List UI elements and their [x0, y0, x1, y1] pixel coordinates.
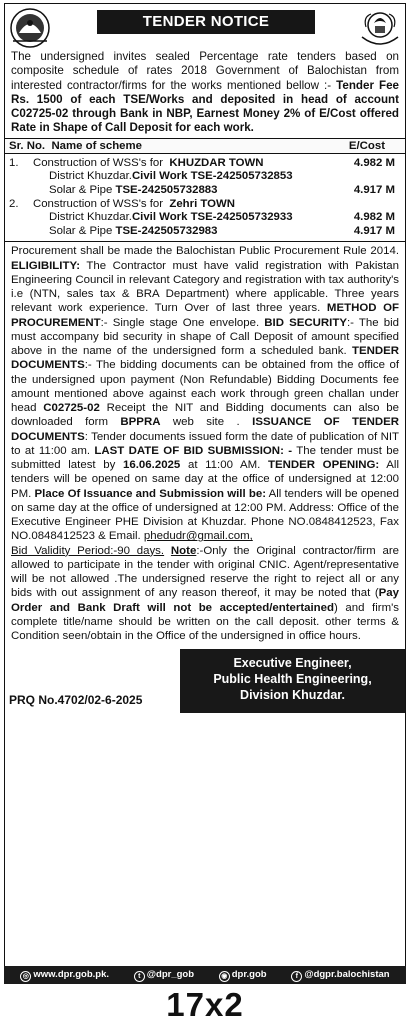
instagram-icon: ◉ [219, 971, 230, 982]
tender-fee-text: Tender Fee Rs. 1500 of each TSE/Works and deposited in head of account C02725-02 through Bank in NBP, Earnest Money 2% of E/Cost offered Rate in Shape of Call Deposit for each work. [11, 78, 399, 135]
row-solar-pipe: Solar & Pipe TSE-242505732983 [49, 224, 218, 237]
row-solar-pipe: Solar & Pipe TSE-242505732883 [49, 183, 218, 196]
header-ecost: E/Cost [321, 138, 405, 153]
table-row [5, 225, 405, 242]
ad-size-label: 17x2 [166, 986, 244, 1023]
row-number: 1. [9, 156, 19, 169]
table-row [5, 211, 405, 225]
signature-block: Executive Engineer, Public Health Engineering, Division Khuzdar. [180, 649, 405, 713]
twitter-icon: t [134, 971, 145, 982]
row-civil-work: District Khuzdar.Civil Work TSE-242505732853 [49, 170, 293, 183]
header [5, 4, 405, 52]
social-bar [4, 966, 406, 984]
facebook-icon: f [291, 971, 302, 982]
email-link[interactable]: phedudr@gmail.com, [143, 530, 253, 543]
terms-paragraph: Procurement shall be made the Balochistan Public Procurement Rule 2014. ELIGIBILITY: The Contractor must have valid registration with Pakistan Engineering Council in relevant Category and registration with tax authority's i.e (NTN, sales tax & BRA Department) where applicable. Three years relevant work experience. Turn Over of last three years. METHOD OF PROCUREMENT:- Single stage One envelope. BID SECURITY:- The bid must accompany bid security in shape of Call Deposit of amount specified above in the name of the undersigned form a scheduled bank. TENDER DOCUMENTS:- The bidding documents can be obtained from the office of the undersigned upon payment (Non Refundable) Bidding Documents fee amount mentioned above against each work through green challan under head C02725-02 Receipt the NIT and Bidding documents can also be downloaded form BPPRA web site . ISSUANCE OF TENDER DOCUMENTS: Tender documents issued form the date of publication of NIT to at 11:00 am. LAST DATE OF BID SUBMISSION: - The tender must be submitted latest by 16.06.2025 at 11:00 AM. TENDER OPENING: All tenders will be opened on same day at the office of undersigned at 12:00 PM. Place Of Issuance and Submission will be: All tenders will be opened on same day at the office of undersigned at 12:00 PM. Address: Office of the Executive Engineer PHE Division at Khuzdar. Phone NO.0848412523, Fax NO.0848412523 & Email. phedudr@gmail.com, Bid Validity Period:-90 days. Note:-Only the Original contractor/firm are allowed to participate in the tender with original CNIC. Agent/representative will be not allowed .The undersigned reserve the right to reject all or any bids with out assignment of any reason thereof, it may be noted that (Pay Order and Bank Draft will not be accepted/entertained) and firm's complete title/name should be written on the call deposit. other terms & Condition seen/obtain in the Office of the undersigned in office hours. [5, 241, 405, 643]
table-row [5, 198, 405, 212]
footer [5, 643, 405, 713]
row-cost: 4.982 M [353, 211, 395, 224]
instagram-link[interactable]: ◉ dpr.gob [219, 969, 267, 982]
intro-text: The undersigned invites sealed Percentage rate tenders based on composite schedule of rates 2018 Government of Balochistan from interested contractor/firms for the works mentioned bellow :- [11, 50, 399, 92]
website-link[interactable]: ◎ www.dpr.gob.pk. [20, 969, 109, 982]
intro-paragraph [5, 50, 405, 136]
row-cost: 4.917 M [353, 224, 395, 237]
row-civil-work: District Khuzdar.Civil Work TSE-242505732933 [49, 211, 293, 224]
tender-notice [4, 3, 406, 968]
header-scheme: Sr. No. Name of scheme [5, 138, 321, 153]
facebook-link[interactable]: f @dgpr.balochistan [291, 969, 389, 982]
row-number: 2. [9, 197, 19, 210]
twitter-link[interactable]: t @dpr_gob [134, 969, 194, 982]
table-row [5, 170, 405, 184]
bid-validity: Bid Validity Period:-90 days. [11, 544, 165, 557]
table-row [5, 184, 405, 198]
row-cost: 4.917 M [353, 183, 395, 196]
table-header [5, 138, 405, 153]
balochistan-emblem-icon [357, 7, 403, 49]
page-title: TENDER NOTICE [97, 10, 315, 34]
row-scheme: Construction of WSS's for Zehri TOWN [33, 197, 235, 210]
schemes-table [5, 138, 405, 242]
row-scheme: Construction of WSS's for KHUZDAR TOWN [33, 156, 264, 169]
department-logo-icon [7, 7, 53, 49]
table-row [5, 153, 405, 170]
globe-icon: ◎ [20, 971, 31, 982]
prq-number: PRQ No.4702/02-6-2025 [9, 693, 143, 708]
row-cost: 4.982 M [353, 156, 395, 169]
